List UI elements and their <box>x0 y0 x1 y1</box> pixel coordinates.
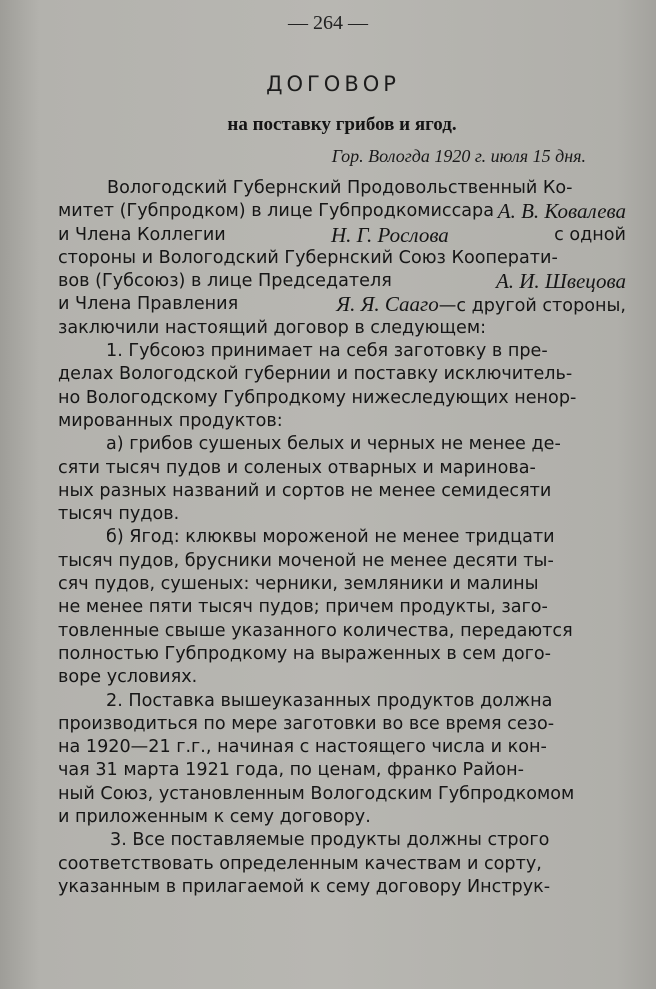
text-line: стороны и Вологодский Губернский Союз Кооперати- <box>58 247 558 268</box>
document-place-date: Гор. Вологда 1920 г. июля 15 дня. <box>331 146 586 166</box>
text-line: но Вологодскому Губпродкому нижеследующих ненор- <box>58 387 577 408</box>
name-shvetsov: А. И. Швецова <box>495 269 626 294</box>
text-line: и приложенным к сему договору. <box>58 807 371 828</box>
text-line: тысяч пудов. <box>58 504 180 525</box>
text-line: митет (Губпродком) в лице Губпродкомиссара А. В. Ковалева <box>58 199 626 224</box>
text-line: делах Вологодской губернии и поставку исключитель- <box>58 364 573 385</box>
text-line: производиться по мере заготовки во все время сезо- <box>58 713 555 734</box>
page-number: — 264 — <box>288 12 368 34</box>
text-line: товленные свыше указанного количества, передаются <box>58 620 573 641</box>
document-subtitle: на поставку грибов и ягод. <box>227 114 457 135</box>
text-line: 1. Губсоюз принимает на себя заготовку в пре- <box>106 341 548 362</box>
text-line: 3. Все поставляемые продукты должны строго <box>110 830 550 851</box>
text-line: мированных продуктов: <box>58 410 283 431</box>
text-line: чая 31 марта 1921 года, по ценам, франко Район- <box>58 760 525 781</box>
text-line: ный Союз, установленным Вологодским Губпродкомом <box>58 783 575 804</box>
text-line: воре условиях. <box>58 667 198 688</box>
contract-body <box>58 177 626 899</box>
text-line: не менее пяти тысяч пудов; причем продукты, заго- <box>58 597 548 618</box>
name-saago: Я. Я. Сааго <box>336 292 439 317</box>
text-line: заключили настоящий договор в следующем: <box>58 317 487 338</box>
text-line: вов (Губсоюз) в лице Председателя А. И. Швецова <box>58 269 626 294</box>
text-line: 2. Поставка вышеуказанных продуктов должна <box>106 690 553 711</box>
text-line: Вологодский Губернский Продовольственный Ко- <box>107 178 573 198</box>
text-line: и Члена Правления Я. Я. Сааго—с другой стороны, <box>58 292 626 317</box>
text-line: и Члена Коллегии Н. Г. Рослова с одной <box>58 222 626 247</box>
text-line: полностью Губпродкому на выраженных в сем дого- <box>58 643 552 664</box>
name-kovalev: А. В. Ковалева <box>497 199 626 224</box>
text-line: соответствовать определенным качествам и сорту, <box>58 853 542 874</box>
text-line: ных разных названий и сортов не менее семидесяти <box>58 480 552 501</box>
document-title: ДОГОВОР <box>266 72 400 96</box>
text-line: б) Ягод: клюквы мороженой не менее тридцати <box>106 527 555 548</box>
text-line: сяти тысяч пудов и соленых отварных и маринова- <box>58 457 536 478</box>
text-line: тысяч пудов, брусники моченой не менее десяти ты- <box>58 550 554 571</box>
text-line: сяч пудов, сушеных: черники, земляники и малины <box>58 574 539 595</box>
text-line: а) грибов сушеных белых и черных не менее де- <box>106 434 561 455</box>
text-line: на 1920—21 г.г., начиная с настоящего числа и кон- <box>58 737 547 758</box>
text-line: указанным в прилагаемой к сему договору Инструк- <box>58 876 551 897</box>
name-roslov: Н. Г. Рослова <box>331 222 449 247</box>
